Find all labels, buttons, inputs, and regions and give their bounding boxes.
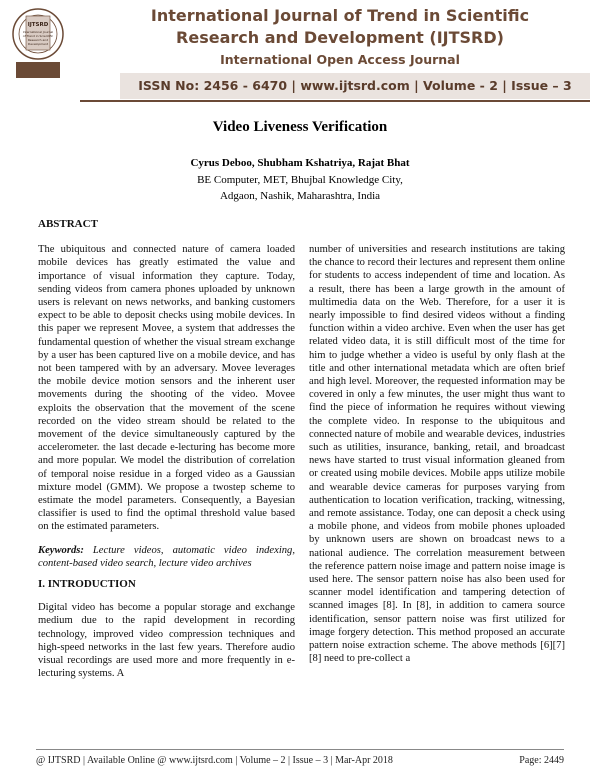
abstract-heading: ABSTRACT xyxy=(38,218,98,230)
page-number: Page: 2449 xyxy=(519,755,564,766)
logo-abbr: IJTSRD xyxy=(27,22,49,28)
footer-citation: @ IJTSRD | Available Online @ www.ijtsrd.com | Volume – 2 | Issue – 3 | Mar-Apr 2018 xyxy=(36,755,393,766)
affiliation-line-2: Adgaon, Nashik, Maharashtra, India xyxy=(219,190,381,202)
paper-authors: Cyrus Deboo, Shubham Kshatriya, Rajat Bhat xyxy=(190,157,410,169)
footer-divider xyxy=(36,749,564,750)
affiliation-line-1: BE Computer, MET, Bhujbal Knowledge City, xyxy=(197,174,403,186)
logo-line-1: International Journal xyxy=(22,30,54,34)
journal-subtitle: International Open Access Journal xyxy=(220,52,460,67)
paper-title: Video Liveness Verification xyxy=(212,119,388,135)
journal-title-line-1: International Journal of Trend in Scientific xyxy=(150,6,530,25)
issn-line: ISSN No: 2456 - 6470 | www.ijtsrd.com | Volume - 2 | Issue – 3 xyxy=(138,78,572,93)
logo-line-2: of Trend in Scientific xyxy=(22,34,54,38)
right-column xyxy=(309,243,565,666)
keywords xyxy=(38,544,295,570)
logo-line-3: Research and xyxy=(27,38,49,42)
introduction-heading: I. INTRODUCTION xyxy=(38,578,136,591)
header-divider xyxy=(80,100,590,102)
abstract-text: The ubiquitous and connected nature of camera loaded mobile devices has greatly estimated the value and importance of visual information they capture. Today, sending videos from camera phones uploaded by unknown users is relevant on news networks, and banking customers expect to be able to deposit checks using mobile devices. In this paper we represent Movee, a system that addresses the fundamental question of whether the visual stream exchange by a user has been captured live on a mobile device, and has not been tampered with by an adversary. Movee leverages the mobile device motion sensors and the inherent user movements during the shooting of the video. Movee exploits the observation that the movement of the scene recorded on the video stream should be related to the movement of the device simultaneously captured by the accelerometer. the last decade e-lecturing has become more and more popular. We model the distribution of correlation of temporal noise residue in a forged video as a Gaussian mixture model (GMM). We propose a twostep scheme to estimate the model parameters. Consequently, a Bayesian classifier is used to find the optimal threshold value based on the estimated parameters. xyxy=(38,244,295,533)
keywords-label: Keywords: xyxy=(38,544,84,556)
left-column xyxy=(38,218,295,681)
journal-logo xyxy=(12,6,64,84)
journal-title-line-2: Research and Development (IJTSRD) xyxy=(176,28,504,47)
logo-line-4: Development xyxy=(27,42,49,46)
keywords-text: Lecture videos, automatic video indexing, content-based video search, lecture video archives xyxy=(38,544,295,569)
introduction-text-right: number of universities and research institutions are taking the chance to record their lectures and represent them online for students to access independent of time and location. As a result, there has been a large growth in the amount of multimedia data on the Web. Therefore, for a user it is nearly impossible to find desired videos without a finding function within a video archive. Even when the user has get related video data, it is still difficult most of the time for him to judge whether a video is useful by only flash at the title and other international metadata which are often brief and high level. Moreover, the requested information may be covered in only a few minutes, the user might thus want to find the piece of information he requires without viewing the complete video. In response to the ubiquitous and connected nature of mobile and wearable devices, industries such as utilities, insurance, banking, retail, and broadcast news have started to trust visual information gleaned from or created using mobile devices. Mobile apps utilize mobile and wearable device cameras for purposes varying from authentication to location verification, tracking, witnessing, and remote assistance. Today, one can deposit a check using a mobile phone, and videos from mobile phones uploaded by unknown users are shown on broadcast news to a national audience. The correlation measurement between the reference pattern noise image and pattern noise image is used here. The sensor pattern noise has also been used for scanner model identification and tampering detection of scanned images [8]. In [8], in addition to camera source identification, sensor pattern noise was first utilized for image forgery detection. This method proposed an accurate pattern noise extraction scheme. The above methods [6][7][8] need to pre-collect a xyxy=(309,244,565,665)
introduction-text-left: Digital video has become a popular storage and exchange medium due to the rapid development in recording technology, improved video compression techniques and high-speed networks in the last few years. Therefore audio visual recordings are used more and more frequently in e-lecturing systems. A xyxy=(38,602,295,680)
